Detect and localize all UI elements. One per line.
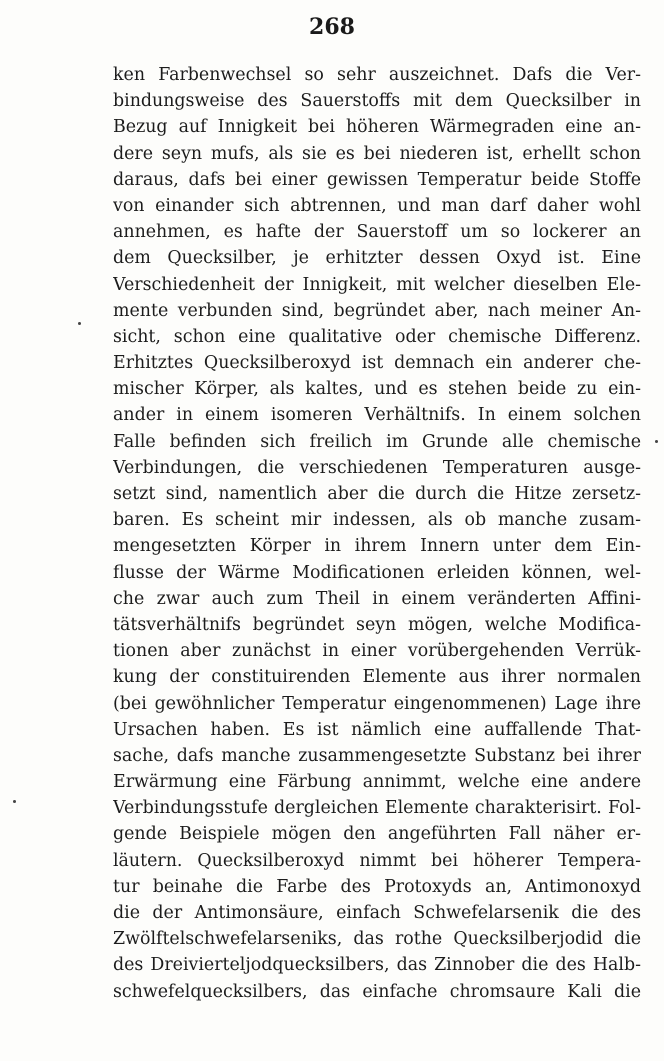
text-line: Bezug auf Innigkeit bei höheren Wärmegraden eine an- (113, 117, 641, 138)
text-line: mente verbunden sind, begründet aber, nach meiner An- (113, 300, 641, 321)
text-line: sache, dafs manche zusammengesetzte Substanz bei ihrer (113, 745, 641, 766)
text-line: Erhitztes Quecksilberoxyd ist demnach ein anderer che- (113, 353, 641, 374)
text-line: annehmen, es hafte der Sauerstoff um so lockerer an (113, 222, 641, 243)
print-speck (78, 322, 81, 325)
text-line: mischer Körper, als kaltes, und es stehen beide zu ein- (113, 379, 641, 400)
text-line: des Dreivierteljodquecksilbers, das Zinnober die des Halb- (113, 955, 641, 976)
text-line: Falle befinden sich freilich im Grunde alle chemische (113, 431, 641, 452)
text-line: dere seyn mufs, als sie es bei niederen ist, erhellt schon (113, 143, 641, 164)
text-line: Erwärmung eine Färbung annimmt, welche eine andere (113, 772, 641, 793)
text-line: mengesetzten Körper in ihrem Innern unter dem Ein- (113, 536, 641, 557)
text-line: kung der constituirenden Elemente aus ihrer normalen (113, 667, 641, 688)
text-line: che zwar auch zum Theil in einem veränderten Affini- (113, 588, 641, 609)
text-line: (bei gewöhnlicher Temperatur eingenommenen) Lage ihre (113, 693, 641, 714)
text-line: die der Antimonsäure, einfach Schwefelarsenik die des (113, 903, 641, 923)
text-line: gende Beispiele mögen den angeführten Fall näher er- (113, 824, 641, 845)
text-line: tur beinahe die Farbe des Protoxyds an, Antimonoxyd (113, 876, 641, 897)
text-line: Ursachen haben. Es ist nämlich eine auffallende That- (113, 719, 641, 740)
page-number: 268 (309, 14, 355, 40)
text-line: Verbindungen, die verschiedenen Temperaturen ausge- (113, 457, 641, 478)
text-line: Zwölftelschwefelarseniks, das rothe Quecksilberjodid die (113, 929, 641, 950)
text-line: Verbindungsstufe dergleichen Elemente charakterisirt. Fol- (113, 798, 641, 819)
text-line: daraus, dafs bei einer gewissen Temperatur beide Stoffe (113, 169, 641, 190)
text-line: bindungsweise des Sauerstoffs mit dem Quecksilber in (113, 91, 641, 112)
text-line: sicht, schon eine qualitative oder chemische Differenz. (113, 326, 641, 347)
text-line: baren. Es scheint mir indessen, als ob manche zusam- (113, 510, 641, 531)
text-line: tätsverhältnifs begründet seyn mögen, welche Modifica- (113, 614, 641, 635)
text-line: schwefelquecksilbers, das einfache chromsaure Kali die (113, 981, 641, 1002)
print-speck (13, 800, 16, 803)
print-speck (655, 440, 658, 443)
text-line: flusse der Wärme Modificationen erleiden können, wel- (113, 562, 641, 583)
text-line: tionen aber zunächst in einer vorübergehenden Verrük- (113, 641, 641, 662)
text-line: dem Quecksilber, je erhitzter dessen Oxyd ist. Eine (113, 248, 641, 269)
body-text (113, 62, 641, 1005)
text-line: ander in einem isomeren Verhältnifs. In einem solchen (113, 405, 641, 426)
text-line: Verschiedenheit der Innigkeit, mit welcher dieselben Ele- (113, 274, 641, 295)
text-line: setzt sind, namentlich aber die durch die Hitze zersetz- (113, 484, 641, 504)
text-line: ken Farbenwechsel so sehr auszeichnet. Dafs die Ver- (113, 65, 641, 85)
text-line: läutern. Quecksilberoxyd nimmt bei höherer Tempera- (113, 850, 641, 871)
text-line: von einander sich abtrennen, und man darf daher wohl (113, 195, 641, 216)
